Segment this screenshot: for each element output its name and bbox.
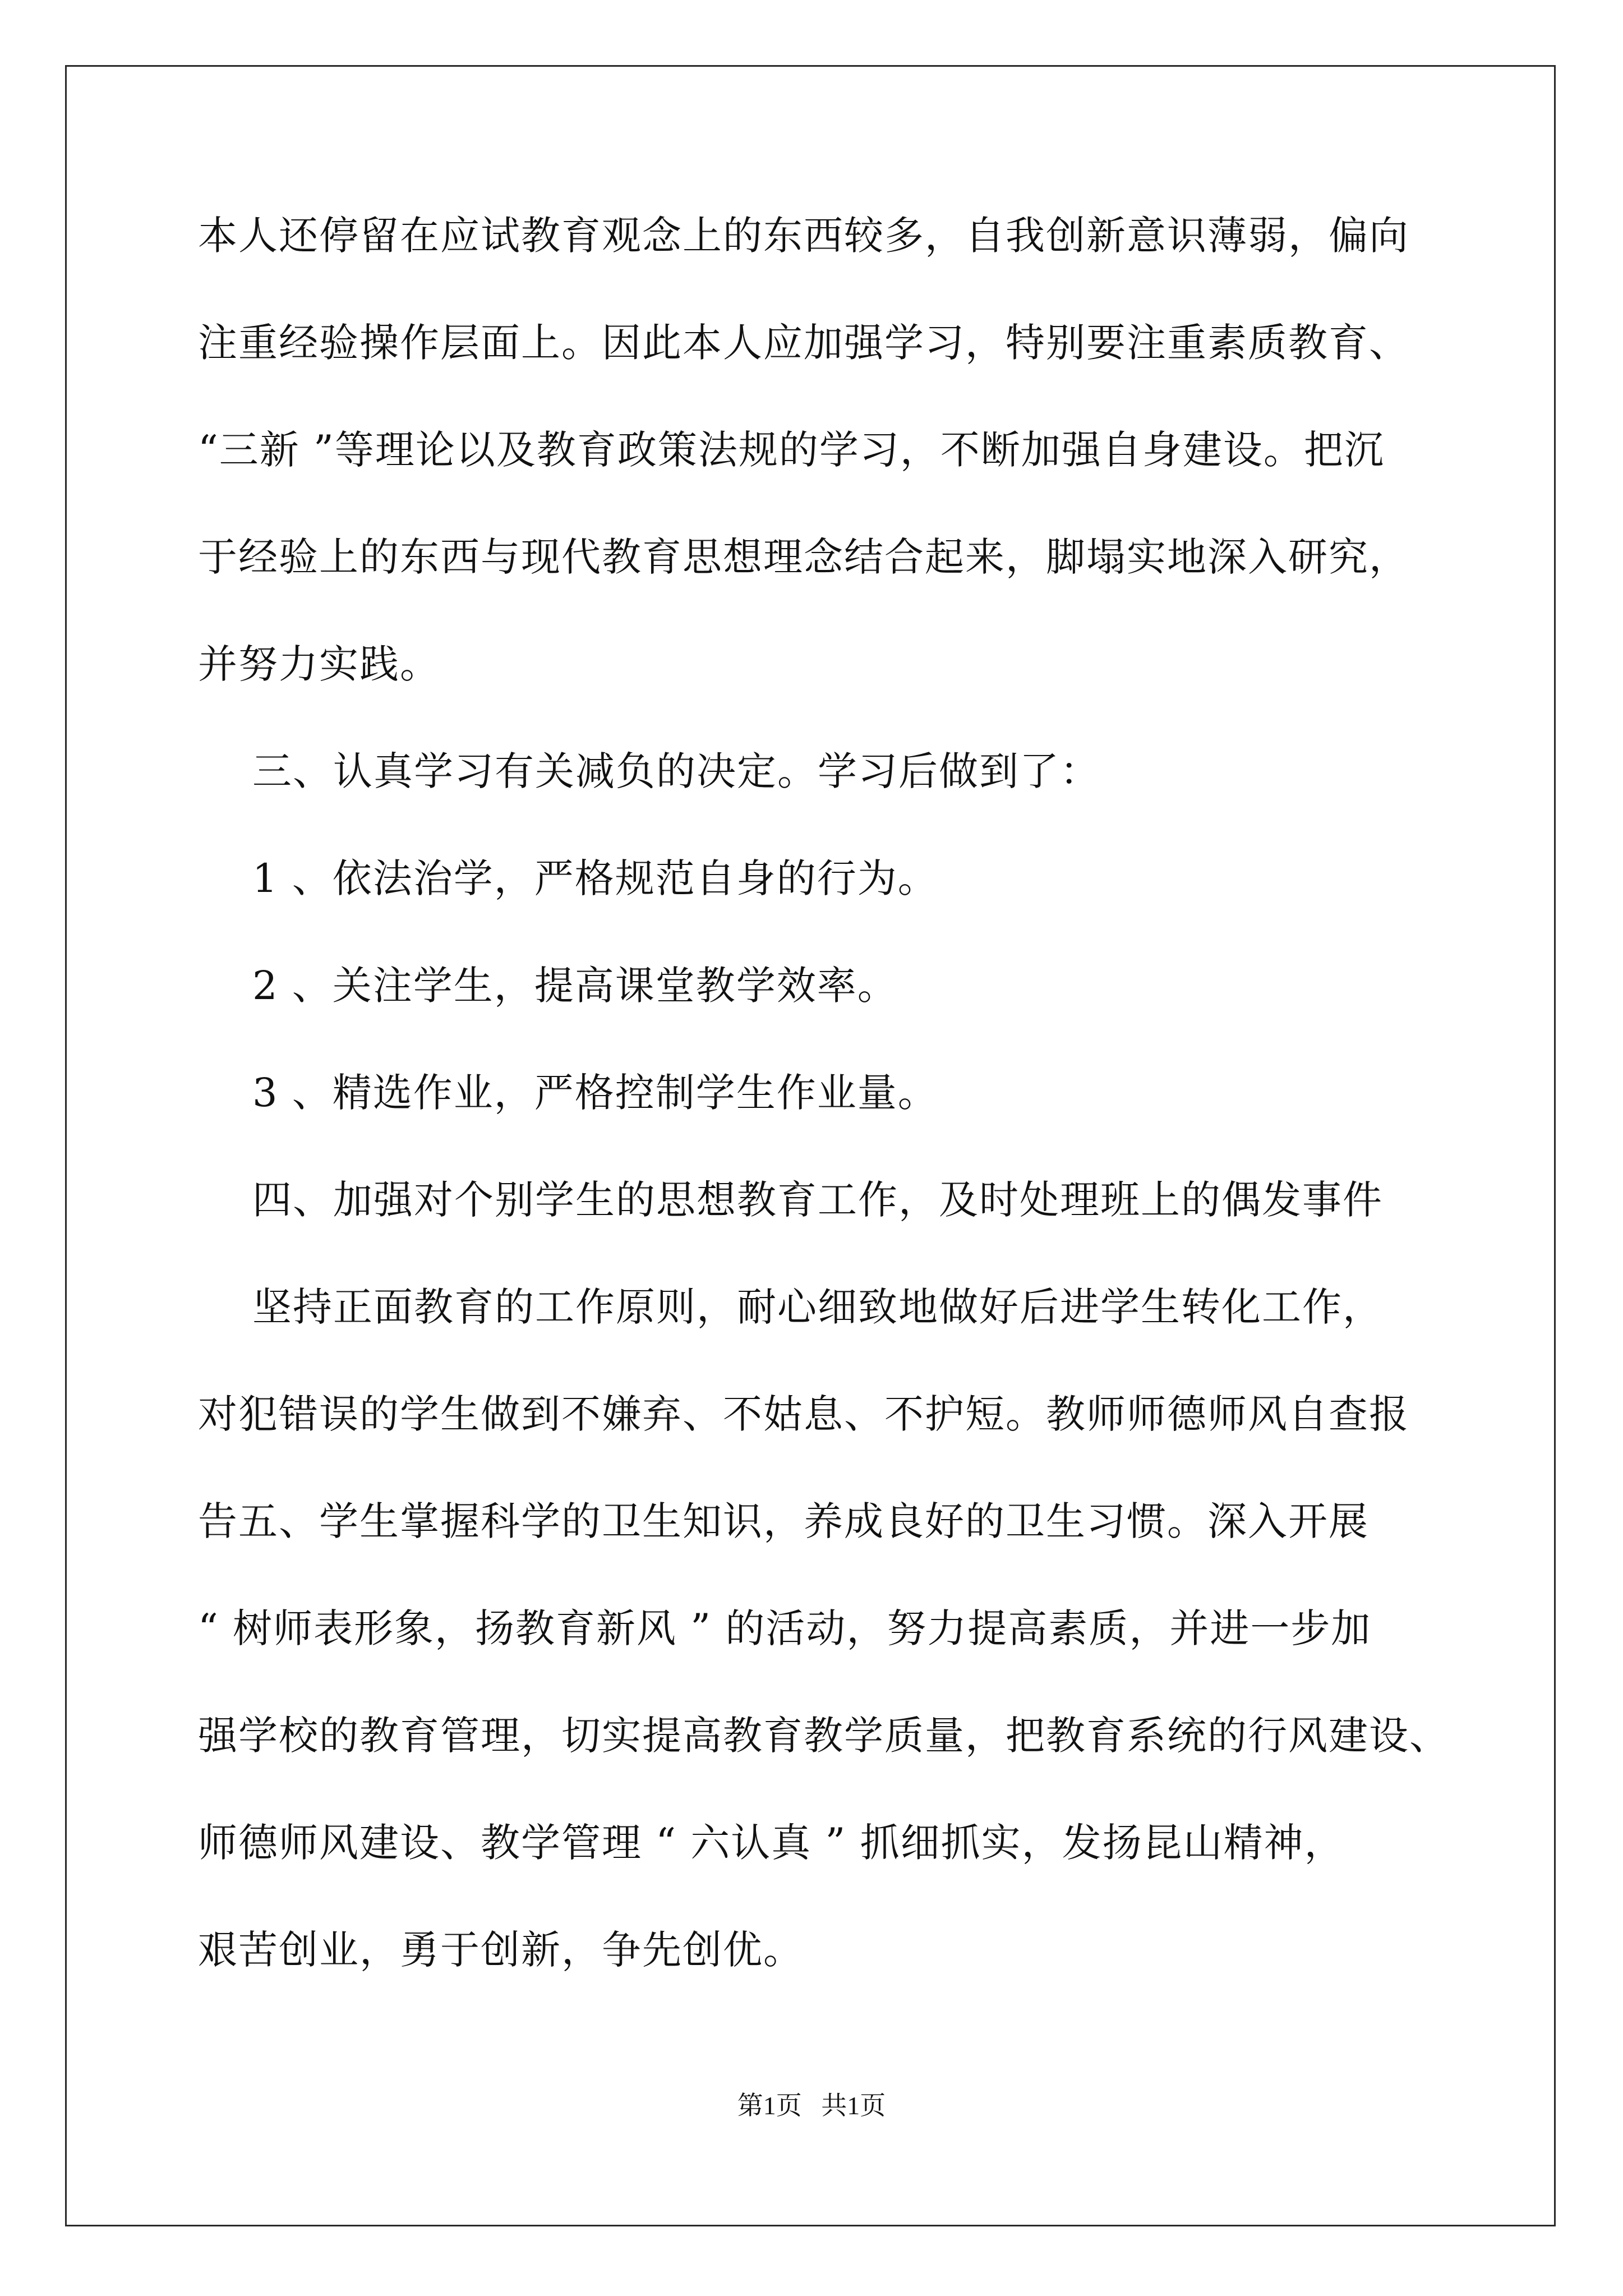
- text-line: 艰苦创业，勇于创新，争先创优。: [198, 1927, 804, 1973]
- text-line: 告五、学生掌握科学的卫生知识，养成良好的卫生习惯。深入开展: [198, 1498, 1369, 1544]
- text-line: 强学校的教育管理，切实提高教育教学质量，把教育系统的行风建设、: [198, 1713, 1450, 1759]
- text-line: “ 树师表形象，扬教育新风 ” 的活动，努力提高素质，并进一步加: [198, 1605, 1372, 1651]
- text-line: 注重经验操作层面上。因此本人应加强学习，特别要注重素质教育、: [198, 320, 1409, 366]
- text-line: 2 、关注学生，提高课堂教学效率。: [198, 963, 898, 1009]
- text-line: 于经验上的东西与现代教育思想理念结合起来，脚塌实地深入研究，: [198, 534, 1409, 580]
- text-line: 三、认真学习有关减负的决定。学习后做到了：: [198, 748, 1101, 794]
- page-number-footer: 第1页 共1页: [737, 2091, 886, 2120]
- text-line: 1 、依法治学，严格规范自身的行为。: [198, 855, 938, 901]
- text-line: “三新 ”等理论以及教育政策法规的学习，不断加强自身建设。把沉: [198, 427, 1385, 473]
- text-line: 坚持正面教育的工作原则，耐心细致地做好后进学生转化工作，: [198, 1284, 1384, 1330]
- text-line: 3 、精选作业，严格控制学生作业量。: [198, 1070, 938, 1116]
- text-line: 四、加强对个别学生的思想教育工作，及时处理班上的偶发事件: [198, 1177, 1384, 1223]
- text-line: 并努力实践。: [198, 641, 440, 687]
- text-line: 对犯错误的学生做到不嫌弃、不姑息、不护短。教师师德师风自查报: [198, 1391, 1409, 1437]
- text-line: 本人还停留在应试教育观念上的东西较多，自我创新意识薄弱，偏向: [198, 213, 1409, 259]
- page-border: [65, 65, 1556, 2226]
- text-line: 师德师风建设、教学管理 “ 六认真 ” 抓细抓实，发扬昆山精神，: [198, 1820, 1345, 1866]
